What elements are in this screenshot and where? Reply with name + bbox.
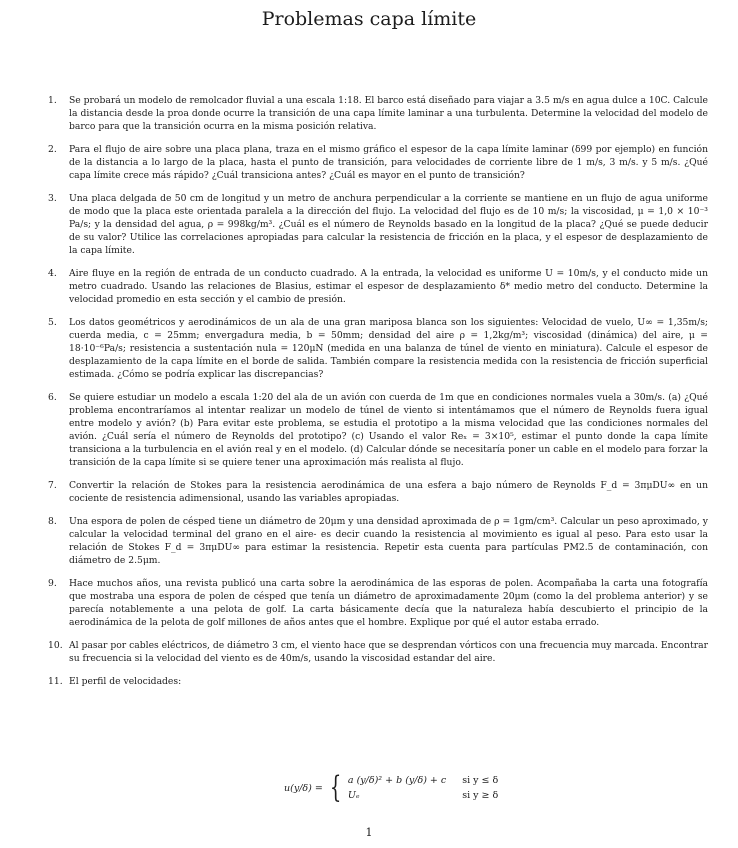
- velocity-profile-formula: [284, 770, 499, 805]
- problem-number: 9.: [48, 578, 57, 589]
- problem-item: [48, 267, 708, 306]
- problem-list: [48, 94, 708, 698]
- page-title: Problemas capa límite: [261, 8, 477, 30]
- problem-item: [48, 316, 708, 381]
- problem-text: Para el flujo de aire sobre una placa plana, traza en el mismo gráfico el espesor de la capa límite laminar (δ99 por ejemplo) en función de la distancia a lo largo de la placa, hasta el punto de transición, para velocidades de corriente libre de 1 m/s, 3 m/s. y 5 m/s. ¿Qué capa límite crece más rápido? ¿Cuál transiciona antes? ¿Cuál es mayor en el punto de transición?: [69, 144, 708, 181]
- problem-text: Se quiere estudiar un modelo a escala 1:20 del ala de un avión con cuerda de 1m que en condiciones normales vuela a 30m/s. (a) ¿Qué problema encontraríamos al intentar realizar un modelo de túnel de viento si intentámamos que el número de Reynolds fuera igual entre modelo y avión? (b) Para evitar este problema, se estudia el prototipo a la misma velocidad que las condiciones normales del avión. ¿Cuál sería el número de Reynolds del prototipo? (c) Usando el valor Reₓ = 3×10⁵, estimar el punto donde la capa límite transiciona a la turbulencia en el avión real y en el modelo. (d) Calcular dónde se necesitaría poner un cable en el modelo para forzar la transición de la capa límite si se quiere tener una aproximación más realista al flujo.: [69, 392, 708, 468]
- problem-number: 10.: [48, 640, 63, 651]
- formula-brace: {: [329, 770, 342, 805]
- problem-text: Los datos geométricos y aerodinámicos de un ala de una gran mariposa blanca son los siguientes: Velocidad de vuelo, U∞ = 1,35m/s; cuerda media, c = 25mm; envergadura media, b = 50mm; densidad del aire ρ = 1,2kg/m³; viscosidad (dinámica) del aire, μ = 18·10⁻⁶Pa/s; resistencia a sustentación nula = 120μN (medida en una balanza de túnel de viento en miniatura). Calcule el espesor de desplazamiento de la capa límite en el borde de salida. También compare la resistencia medida con la resistencia de fricción superficial estimada. ¿Cómo se podría explicar las discrepancias?: [69, 317, 708, 380]
- problem-number: 2.: [48, 144, 57, 155]
- formula-cases: [348, 775, 498, 801]
- formula-case1-expr: a (y/δ)² + b (y/δ) + c: [347, 775, 447, 786]
- problem-number: 3.: [48, 193, 57, 204]
- formula-lhs: u(y/δ) =: [284, 782, 323, 794]
- problem-text: Una espora de polen de césped tiene un diámetro de 20μm y una densidad aproximada de ρ = 1gm/cm³. Calcular un peso aproximado, y calcular la velocidad terminal del grano en el aire- es decir cuando la resistencia al movimiento es igual al peso. Para esto usar la relación de Stokes F_d = 3πμDU∞ para estimar la resistencia. Repetir esta cuenta para partículas PM2.5 de contaminación, con diámetro de 2.5μm.: [69, 516, 708, 566]
- formula-case2-condition: si y ≥ δ: [462, 790, 499, 801]
- problem-number: 8.: [48, 516, 57, 527]
- problem-text: Se probará un modelo de remolcador fluvial a una escala 1:18. El barco está diseñado para viajar a 3.5 m/s en agua dulce a 10C. Calcule la distancia desde la proa donde ocurre la transición de una capa límite laminar a una turbulenta. Determine la velocidad del modelo de barco para que la transición ocurra en la misma posición relativa.: [69, 95, 708, 132]
- problem-text: Aire fluye en la región de entrada de un conducto cuadrado. A la entrada, la velocidad es uniforme U = 10m/s, y el conducto mide un metro cuadrado. Usando las relaciones de Blasius, estimar el espesor de desplazamiento δ* medio metro del conducto. Determine la velocidad promedio en esta sección y el cambio de presión.: [69, 268, 708, 305]
- problem-item: [48, 94, 708, 133]
- problem-text: Hace muchos años, una revista publicó una carta sobre la aerodinámica de las esporas de polen. Acompañaba la carta una fotografía que mostraba una espora de polen de césped que tenía un diámetro de aproximadamente 20μm (como la del problema anterior) y se parecía notablemente a una pelota de golf. La carta básicamente decía que la naturaleza había descubierto el principio de la aerodinámica de la pelota de golf millones de años antes que el hombre. Explique por qué el autor estaba errado.: [69, 578, 708, 628]
- problem-item: [48, 639, 708, 665]
- problem-item: [48, 391, 708, 469]
- problem-item: [48, 479, 708, 505]
- problem-number: 6.: [48, 392, 57, 403]
- problem-item: [48, 192, 708, 257]
- problem-item: [48, 675, 708, 688]
- problem-item: [48, 577, 708, 629]
- formula-case1-condition: si y ≤ δ: [462, 775, 499, 786]
- problem-text: Convertir la relación de Stokes para la resistencia aerodinámica de una esfera a bajo número de Reynolds F_d = 3πμDU∞ en un cociente de resistencia adimensional, usando las variables apropiadas.: [69, 480, 708, 504]
- problem-number: 11.: [48, 676, 63, 687]
- problem-number: 5.: [48, 317, 57, 328]
- problem-number: 4.: [48, 268, 57, 279]
- problem-item: [48, 515, 708, 567]
- problem-text: Una placa delgada de 50 cm de longitud y un metro de anchura perpendicular a la corriente se mantiene en un flujo de agua uniforme de modo que la placa este orientada paralela a la dirección del flujo. La velocidad del flujo es de 10 m/s; la viscosidad, μ = 1,0 × 10⁻³ Pa/s; y la densidad del agua, ρ = 998kg/m³. ¿Cuál es el número de Reynolds basado en la longitud de la placa? ¿Qué se puede deducir de su valor? Utilice las correlaciones apropiadas para calcular la resistencia de fricción en la placa, y el espesor de desplazamiento de la capa límite.: [69, 193, 708, 256]
- problem-text: El perfil de velocidades:: [69, 676, 182, 687]
- problem-item: [48, 143, 708, 182]
- problem-number: 7.: [48, 480, 57, 491]
- page-number: 1: [365, 826, 373, 839]
- formula-case2-expr: Uₑ: [347, 790, 360, 801]
- problem-number: 1.: [48, 95, 57, 106]
- problem-text: Al pasar por cables eléctricos, de diámetro 3 cm, el viento hace que se desprendan vórticos con una frecuencia muy marcada. Encontrar su frecuencia si la velocidad del viento es de 40m/s, usando la viscosidad estandar del aire.: [69, 640, 708, 664]
